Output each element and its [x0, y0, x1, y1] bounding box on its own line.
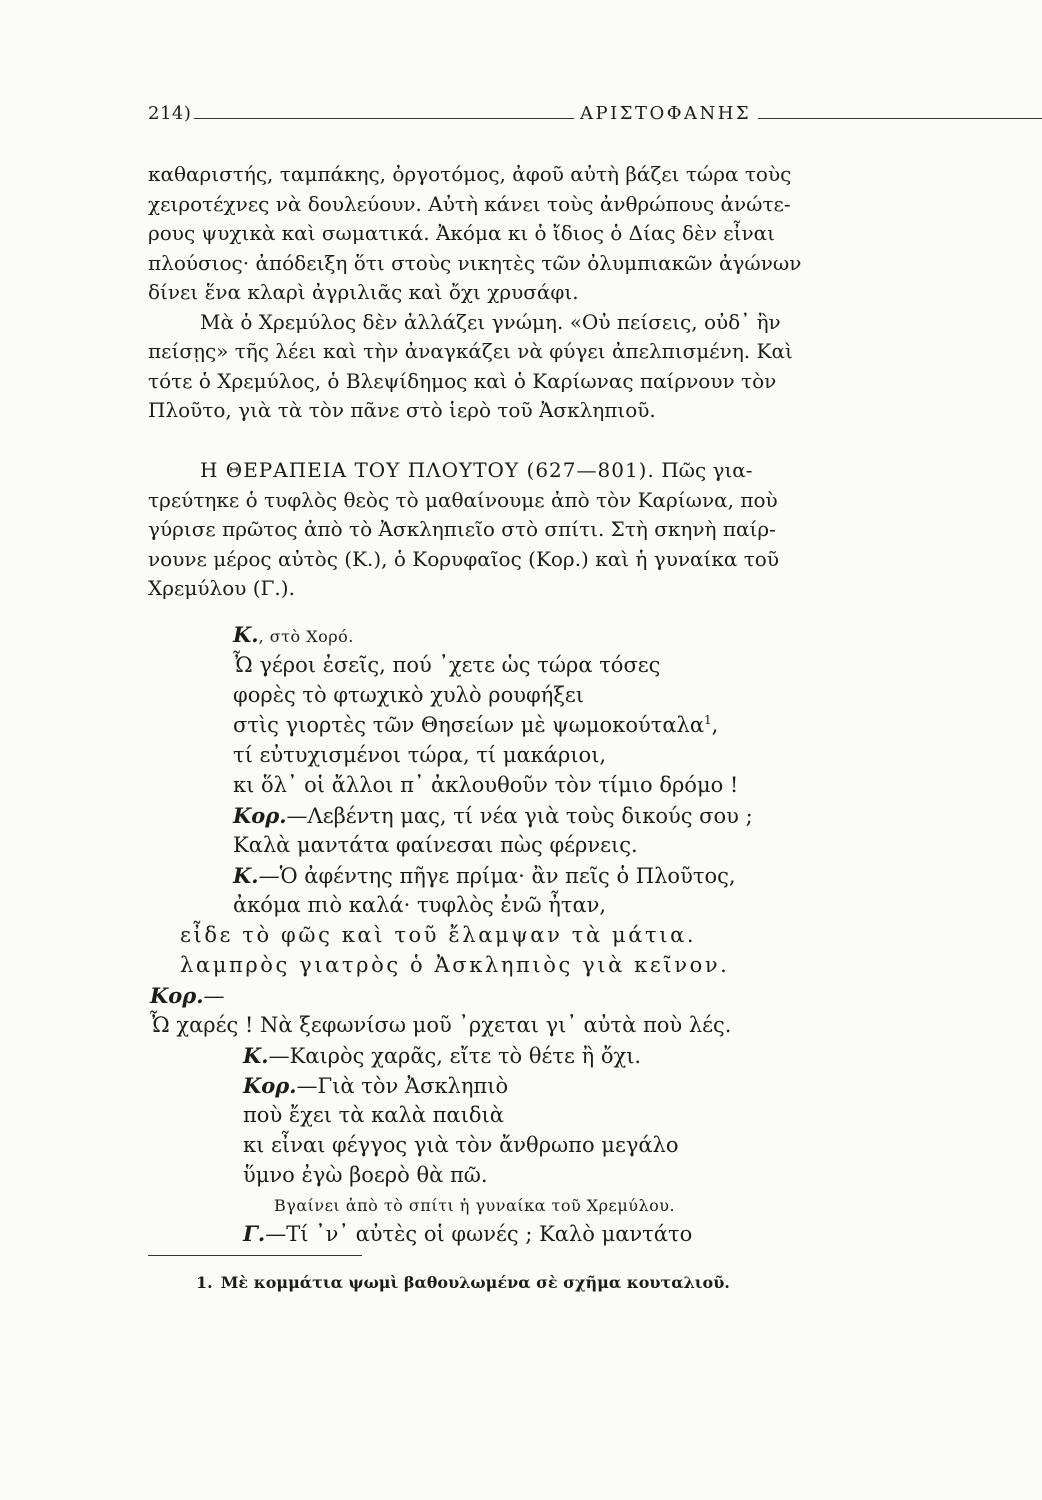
running-title: ΑΡΙΣΤΟΦΑΝΗΣ: [580, 103, 752, 124]
section-line: Χρεμύλου (Γ.).: [148, 576, 295, 600]
paragraph-line: καθαριστής, ταμπάκης, ὀργοτόμος, ἀφοῦ αὐτὴ βάζει τώρα τοὺς: [148, 162, 792, 186]
verse-line: Ὦ χαρές ! Νὰ ξεφωνίσω μοῦ ᾽ρχεται γι᾽ αὐτὰ ποὺ λές.: [150, 1013, 732, 1037]
speaker-label: Κορ.: [243, 1073, 297, 1098]
verse-text: —Γιὰ τὸν Ἀσκληπιὸ: [296, 1074, 509, 1098]
footnote-rule: [148, 1255, 362, 1256]
footnote-text: Μὲ κομμάτια ψωμὶ βαθουλωμένα σὲ σχῆμα κουταλιοῦ.: [220, 1273, 730, 1292]
paragraph-line: τότε ὁ Χρεμύλος, ὁ Βλεψίδημος καὶ ὁ Καρίωνας παίρνουν τὸν: [148, 368, 777, 393]
speaker-label: Κορ.: [233, 803, 287, 828]
verse-line: ὕμνο ἐγὼ βοερὸ θὰ πῶ.: [243, 1163, 488, 1187]
footnote-number: 1.: [196, 1273, 213, 1292]
verse-line: [243, 1221, 692, 1246]
page-number: 214): [148, 103, 192, 124]
verse-line: κι εἶναι φέγγος γιὰ τὸν ἄνθρωπο μεγάλο: [243, 1133, 679, 1157]
paragraph-line: Μὰ ὁ Χρεμύλος δὲν ἀλλάζει γνώμη. «Οὐ πείσεις, οὐδ᾿ ἢν: [200, 309, 781, 334]
paragraph-line: ρους ψυχικὰ καὶ σωματικά. Ἀκόμα κι ὁ ἴδιος ὁ Δίας δὲν εἶναι: [148, 221, 775, 245]
footnote-marker: 1: [704, 713, 712, 727]
section-line: τρεύτηκε ὁ τυφλὸς θεὸς τὸ μαθαίνουμε ἀπὸ τὸν Καρίωνα, ποὺ: [148, 487, 778, 512]
footnote: [196, 1273, 730, 1292]
section-text: Πῶς για-: [661, 458, 753, 482]
stage-direction: , στὸ Χορό.: [258, 627, 354, 646]
section-first-line: [148, 456, 960, 486]
running-header: [148, 103, 958, 127]
paragraph-line: πείσῃς» τῆς λέει καὶ τὴν ἀναγκάζει νὰ φύγει ἀπελπισμένη. Καὶ: [148, 339, 793, 363]
section-paragraph: [148, 456, 960, 604]
speaker-label: Κ.: [233, 863, 259, 888]
verse-line: κι ὅλ᾽ οἱ ἄλλοι π᾽ ἀκλουθοῦν τὸν τίμιο δρόμο !: [233, 773, 739, 797]
paragraph-line: χειροτέχνες νὰ δουλεύουν. Αὐτὴ κάνει τοὺς ἀνθρώπους ἀνώτε-: [148, 191, 791, 216]
verse-line: [233, 713, 718, 737]
verse-line: Ὦ γέροι ἐσεῖς, πού ᾽χετε ὡς τώρα τόσες: [233, 653, 661, 677]
section-heading: Η ΘΕΡΑΠΕΙΑ ΤΟΥ ΠΛΟΥΤΟΥ (627—801).: [200, 458, 655, 482]
verse-line: [150, 983, 225, 1008]
verse-line: [233, 863, 736, 888]
verse-line: φορὲς τὸ φτωχικὸ χυλὸ ρουφήξει: [233, 683, 585, 707]
speaker-label: Κ.: [243, 1043, 269, 1068]
paragraph-line: πλούσιος· ἀπόδειξη ὅτι στοὺς νικητὲς τῶν ὀλυμπιακῶν ἀγώνων: [148, 250, 802, 275]
verse-text: —: [203, 984, 225, 1008]
verse-line: [243, 1073, 508, 1098]
speaker-label: Γ.: [243, 1221, 266, 1246]
header-rule-left: [194, 118, 574, 119]
verse-text: —Καιρὸς χαρᾶς, εἴτε τὸ θέτε ἢ ὄχι.: [268, 1044, 642, 1068]
verse-line: [243, 1043, 641, 1068]
verse-line: ποὺ ἔχει τὰ καλὰ παιδιὰ: [243, 1103, 504, 1127]
verse-line: [233, 803, 753, 828]
paragraph-line: δίνει ἕνα κλαρὶ ἀγριλιᾶς καὶ ὄχι χρυσάφι.: [148, 280, 579, 304]
paragraph-1: [148, 160, 960, 426]
section-line: νουνε μέρος αὐτὸς (Κ.), ὁ Κορυφαῖος (Κορ.) καὶ ἡ γυναίκα τοῦ: [148, 546, 779, 571]
verse-punct: ,: [711, 713, 719, 737]
verse-line: εἶδε τὸ φῶς καὶ τοῦ ἔλαμψαν τὰ μάτια.: [180, 923, 697, 947]
verse-text: —Λεβέντη μας, τί νέα γιὰ τοὺς δικούς σου ;: [286, 804, 753, 828]
verse-line: λαμπρὸς γιατρὸς ὁ Ἀσκληπιὸς γιὰ κεῖνον.: [180, 953, 730, 977]
section-line: γύρισε πρῶτος ἀπὸ τὸ Ἀσκληπιεῖο στὸ σπίτι. Στὴ σκηνὴ παίρ-: [148, 517, 776, 541]
speaker-label: Κ.: [233, 622, 259, 647]
paragraph-line: Πλοῦτο, γιὰ τὰ τὸν πᾶνε στὸ ἱερὸ τοῦ Ἀσκληπιοῦ.: [148, 398, 656, 422]
verse-text: στὶς γιορτὲς τῶν Θησείων μὲ ψωμοκούταλα: [233, 713, 705, 737]
verse-line: Καλὰ μαντάτα φαίνεσαι πὼς φέρνεις.: [233, 833, 638, 857]
stage-direction: Βγαίνει ἀπὸ τὸ σπίτι ἡ γυναίκα τοῦ Χρεμύλου.: [274, 1196, 676, 1215]
verse-line: [233, 622, 354, 647]
verse-line: ἀκόμα πιὸ καλά· τυφλὸς ἐνῶ ἦταν,: [233, 893, 607, 917]
verse-text: —Τί ᾽ν᾽ αὐτὲς οἱ φωνές ; Καλὸ μαντάτο: [265, 1222, 693, 1246]
header-rule-right: [758, 118, 1042, 119]
speaker-label: Κορ.: [150, 983, 204, 1008]
verse-line: τί εὐτυχισμένοι τώρα, τί μακάριοι,: [233, 743, 607, 767]
verse-text: —Ὁ ἀφέντης πῆγε πρίμα· ἂν πεῖς ὁ Πλοῦτος,: [258, 864, 736, 888]
